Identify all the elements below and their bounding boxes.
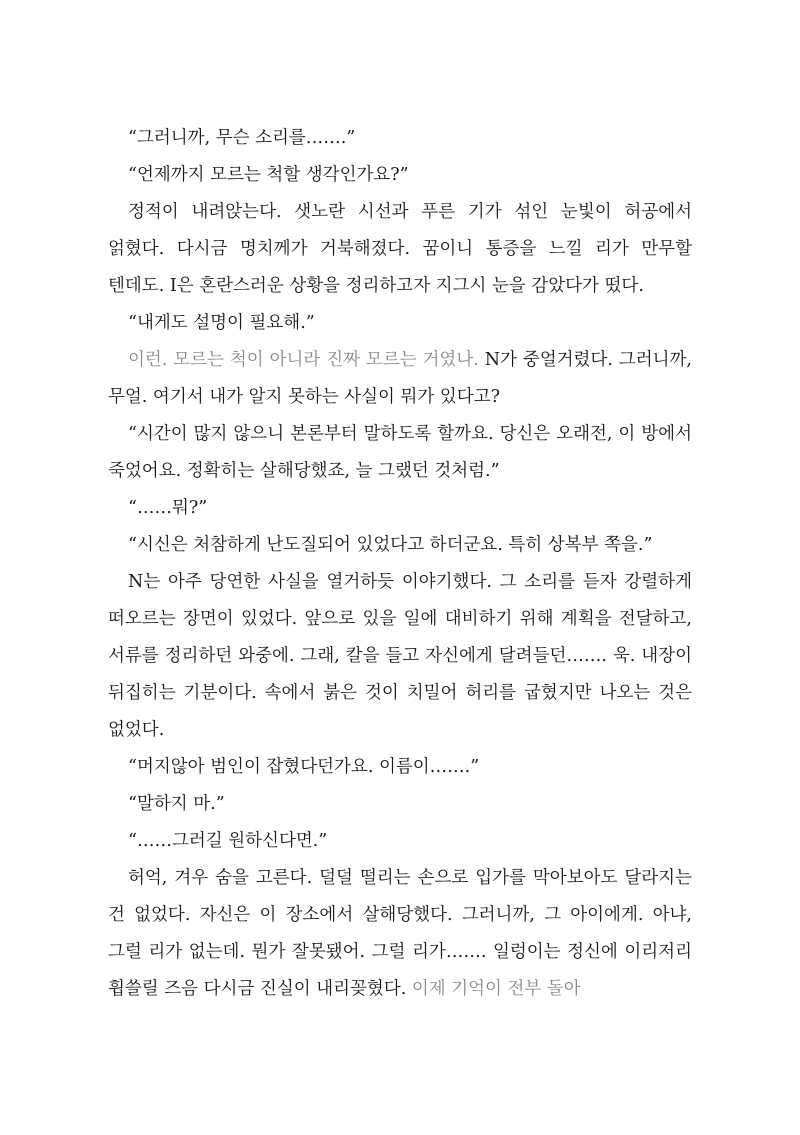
document-page bbox=[108, 120, 692, 1008]
paragraph-7 bbox=[108, 490, 692, 527]
paragraph-text: “말하지 마.” bbox=[128, 794, 225, 814]
paragraph-text: “……그러길 원하신다면.” bbox=[128, 831, 328, 851]
paragraph-12 bbox=[108, 823, 692, 860]
paragraph-9 bbox=[108, 564, 692, 749]
paragraph-2 bbox=[108, 157, 692, 194]
paragraph-1 bbox=[108, 120, 692, 157]
paragraph-4 bbox=[108, 305, 692, 342]
paragraph-text: 허억, 겨우 숨을 고른다. 덜덜 떨리는 손으로 입가를 막아보아도 달라지는 건 없었다. 자신은 이 장소에서 살해당했다. 그러니까, 그 아이에게. 아냐, 그럴 리가 없는데. 뭔가 잘못됐어. 그럴 리가……. 일렁이는 정신에 이리저리 휩쓸릴 즈음 다시금 진실이 내리꽂혔다. bbox=[108, 868, 692, 999]
paragraph-11 bbox=[108, 786, 692, 823]
paragraph-10 bbox=[108, 749, 692, 786]
paragraph-text: “그러니까, 무슨 소리를…….” bbox=[128, 128, 356, 148]
paragraph-6 bbox=[108, 416, 692, 490]
paragraph-text: “……뭐?” bbox=[128, 498, 208, 518]
paragraph-text: “머지않아 범인이 잡혔다던가요. 이름이…….” bbox=[128, 757, 480, 777]
paragraph-3 bbox=[108, 194, 692, 305]
paragraph-8 bbox=[108, 527, 692, 564]
paragraph-text: N가 중얼거렸다. 그러니까, 무얼. 여기서 내가 알지 못하는 사실이 뭐가 있다고? bbox=[108, 350, 692, 407]
paragraph-text: “시간이 많지 않으니 본론부터 말하도록 할까요. 당신은 오래전, 이 방에서 죽었어요. 정확히는 살해당했죠, 늘 그랬던 것처럼.” bbox=[108, 424, 692, 481]
paragraph-text: 정적이 내려앉는다. 샛노란 시선과 푸른 기가 섞인 눈빛이 허공에서 얽혔다. 다시금 명치께가 거북해졌다. 꿈이니 통증을 느낄 리가 만무할 텐데도. I은 혼란스러운 상황을 정리하고자 지그시 눈을 감았다가 떴다. bbox=[108, 202, 692, 296]
paragraph-text: “시신은 처참하게 난도질되어 있었다고 하더군요. 특히 상복부 쪽을.” bbox=[128, 535, 653, 555]
inner-thought-text: 이런. 모르는 척이 아니라 진짜 모르는 거였나. bbox=[128, 350, 479, 370]
paragraph-text: “언제까지 모르는 척할 생각인가요?” bbox=[128, 165, 409, 185]
paragraph-13 bbox=[108, 860, 692, 1008]
paragraph-text: “내게도 설명이 필요해.” bbox=[128, 313, 315, 333]
inner-thought-text: 이제 기억이 전부 돌아 bbox=[411, 979, 581, 999]
paragraph-text: N는 아주 당연한 사실을 열거하듯 이야기했다. 그 소리를 듣자 강렬하게 떠오르는 장면이 있었다. 앞으로 있을 일에 대비하기 위해 계획을 전달하고, 서류를 정리하던 와중에. 그래, 칼을 들고 자신에게 달려들던……. 욱. 내장이 뒤집히는 기분이다. 속에서 붉은 것이 치밀어 허리를 굽혔지만 나오는 것은 없었다. bbox=[108, 572, 692, 740]
paragraph-5 bbox=[108, 342, 692, 416]
